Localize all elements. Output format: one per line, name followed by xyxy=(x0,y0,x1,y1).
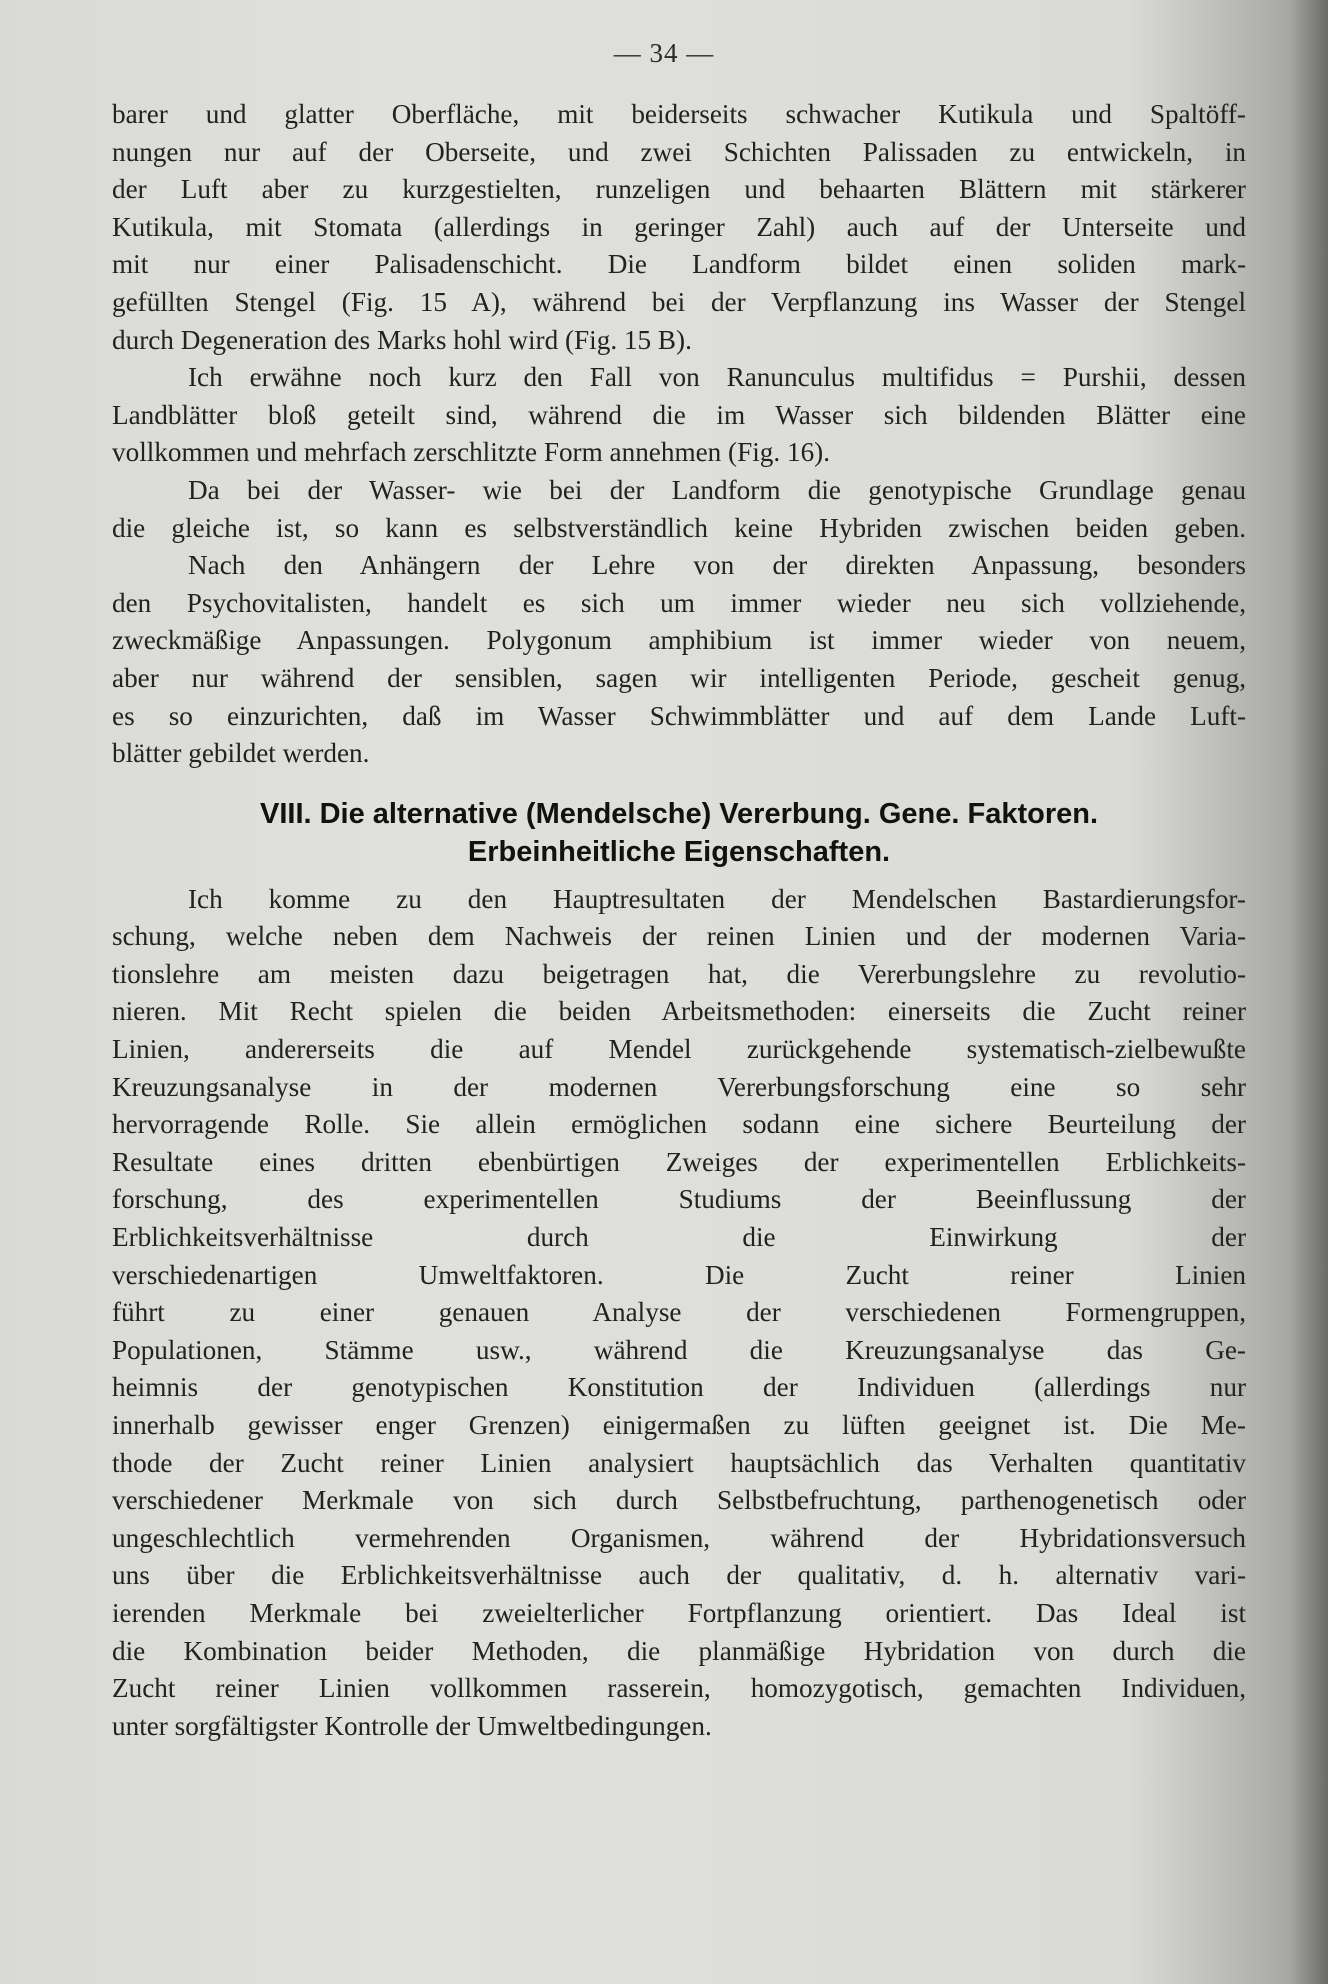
text-line: barer und glatter Oberfläche, mit beiderseits schwacher Kutikula und Spaltöff- xyxy=(112,99,1246,129)
text-line: tionslehre am meisten dazu beigetragen hat, die Vererbungslehre zu revolutio- xyxy=(112,958,1246,989)
text-line: aber nur während der sensiblen, sagen wir intelligenten Periode, gescheit genug, xyxy=(112,662,1246,693)
paragraph-5 xyxy=(112,881,1246,1746)
paragraph-2 xyxy=(112,359,1246,472)
text-line: schung, welche neben dem Nachweis der reinen Linien und der modernen Varia- xyxy=(112,921,1246,952)
section-heading xyxy=(112,795,1246,871)
text-line: es so einzurichten, daß im Wasser Schwimmblätter und auf dem Lande Luft- xyxy=(112,700,1246,731)
text-line: die gleiche ist, so kann es selbstverständlich keine Hybriden zwischen beiden geben. xyxy=(112,512,1246,543)
text-line: blätter gebildet werden. xyxy=(112,738,370,769)
text-line: unter sorgfältigster Kontrolle der Umweltbedingungen. xyxy=(112,1710,712,1741)
text-line: vollkommen und mehrfach zerschlitzte Form annehmen (Fig. 16). xyxy=(112,437,831,468)
section-heading-line-2: Erbeinheitliche Eigenschaften. xyxy=(467,835,891,868)
paragraph-3 xyxy=(112,472,1246,547)
text-line: ierenden Merkmale bei zweielterlicher Fortpflanzung orientiert. Das Ideal ist xyxy=(112,1597,1246,1628)
text-line: mit nur einer Palisadenschicht. Die Landform bildet einen soliden mark- xyxy=(112,249,1246,280)
text-line: innerhalb gewisser enger Grenzen) einigermaßen zu lüften geeignet ist. Die Me- xyxy=(112,1410,1246,1440)
text-line: nungen nur auf der Oberseite, und zwei Schichten Palissaden zu entwickeln, in xyxy=(112,136,1246,167)
text-line: verschiedenartigen Umweltfaktoren. Die Zucht reiner Linien xyxy=(112,1259,1246,1290)
text-line: der Luft aber zu kurzgestielten, runzeligen und behaarten Blättern mit stärkerer xyxy=(112,174,1246,205)
text-line: Ich komme zu den Hauptresultaten der Mendelschen Bastardierungsfor- xyxy=(188,883,1246,914)
paragraph-4 xyxy=(112,547,1246,773)
text-line: zweckmäßige Anpassungen. Polygonum amphibium ist immer wieder von neuem, xyxy=(112,625,1246,656)
text-line: Populationen, Stämme usw., während die Kreuzungsanalyse das Ge- xyxy=(112,1334,1246,1365)
text-line: Resultate eines dritten ebenbürtigen Zweiges der experimentellen Erblichkeits- xyxy=(112,1146,1246,1177)
text-line: Nach den Anhängern der Lehre von der direkten Anpassung, besonders xyxy=(188,550,1246,581)
text-line: hervorragende Rolle. Sie allein ermöglichen sodann eine sichere Beurteilung der xyxy=(112,1109,1246,1140)
page-number: — 34 — xyxy=(613,38,715,68)
text-line: heimnis der genotypischen Konstitution der Individuen (allerdings nur xyxy=(112,1372,1246,1403)
text-line: die Kombination beider Methoden, die planmäßige Hybridation von durch die xyxy=(112,1635,1246,1666)
text-line: Linien, andererseits die auf Mendel zurückgehende systematisch-zielbewußte xyxy=(112,1034,1246,1065)
text-line: nieren. Mit Recht spielen die beiden Arbeitsmethoden: einerseits die Zucht reiner xyxy=(112,996,1246,1027)
text-line: Ich erwähne noch kurz den Fall von Ranunculus multifidus = Purshii, dessen xyxy=(188,362,1246,393)
section-heading-line-1: VIII. Die alternative (Mendelsche) Vererbung. Gene. Faktoren. xyxy=(259,797,1099,830)
text-line: gefüllten Stengel (Fig. 15 A), während bei der Verpflanzung ins Wasser der Stengel xyxy=(112,286,1246,317)
text-line: Landblätter bloß geteilt sind, während die im Wasser sich bildenden Blätter eine xyxy=(112,399,1246,430)
text-line: Da bei der Wasser- wie bei der Landform die genotypische Grundlage genau xyxy=(188,474,1246,505)
text-line: verschiedener Merkmale von sich durch Selbstbefruchtung, parthenogenetisch oder xyxy=(112,1485,1246,1516)
paragraph-1 xyxy=(112,96,1246,359)
text-body xyxy=(112,96,1246,1745)
text-line: durch Degeneration des Marks hohl wird (Fig. 15 B). xyxy=(112,324,692,355)
text-line: ungeschlechtlich vermehrenden Organismen, während der Hybridationsversuch xyxy=(112,1522,1246,1553)
text-line: forschung, des experimentellen Studiums der Beeinflussung der xyxy=(112,1184,1246,1215)
text-line: Erblichkeitsverhältnisse durch die Einwirkung der xyxy=(112,1222,1246,1253)
text-line: thode der Zucht reiner Linien analysiert hauptsächlich das Verhalten quantitativ xyxy=(112,1447,1246,1478)
text-line: Kutikula, mit Stomata (allerdings in geringer Zahl) auch auf der Unterseite und xyxy=(112,211,1246,242)
text-line: Kreuzungsanalyse in der modernen Vererbungsforschung eine so sehr xyxy=(112,1071,1246,1102)
text-line: Zucht reiner Linien vollkommen rasserein, homozygotisch, gemachten Individuen, xyxy=(112,1673,1246,1704)
text-line: führt zu einer genauen Analyse der verschiedenen Formengruppen, xyxy=(112,1297,1246,1328)
text-line: uns über die Erblichkeitsverhältnisse auch der qualitativ, d. h. alternativ vari- xyxy=(112,1560,1246,1591)
text-line: den Psychovitalisten, handelt es sich um immer wieder neu sich vollziehende, xyxy=(112,587,1246,618)
